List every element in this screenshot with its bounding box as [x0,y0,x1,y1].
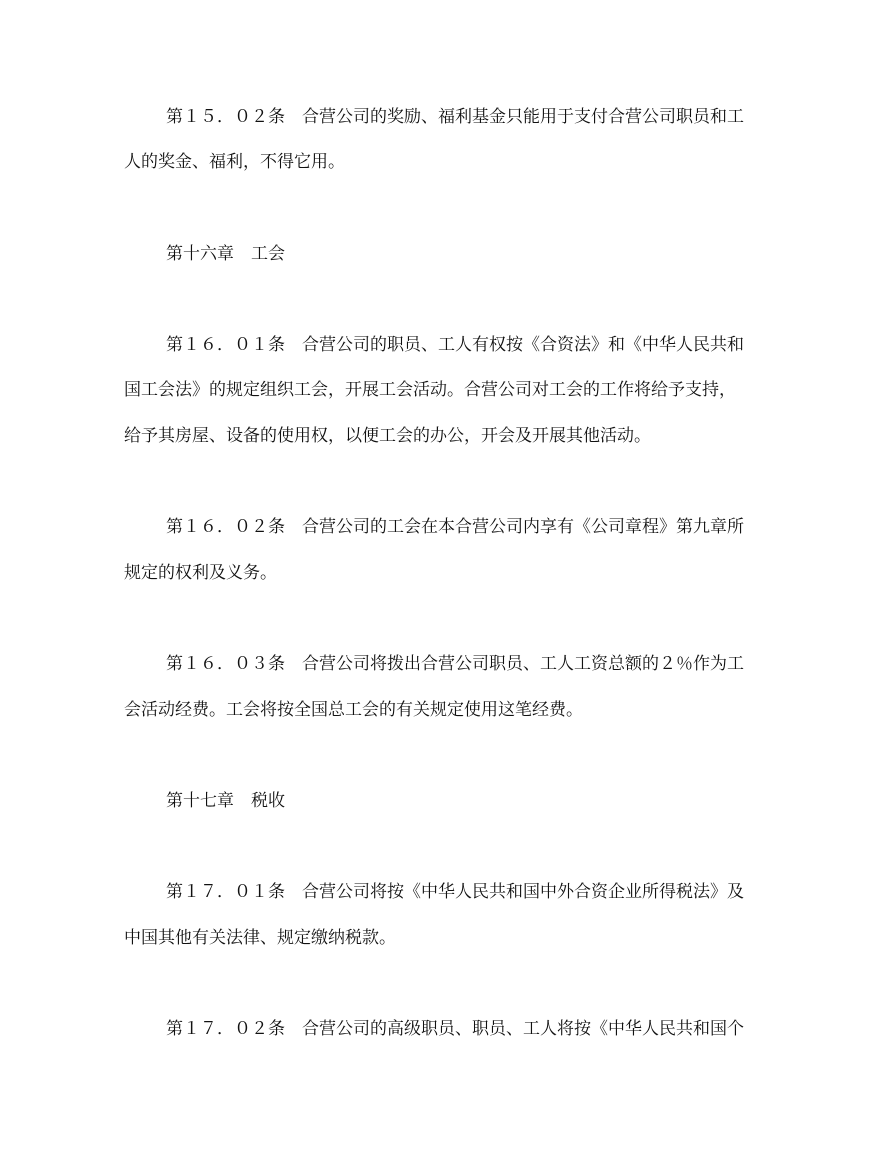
article-16-01-line-3: 给予其房屋、设备的使用权，以便工会的办公，开会及开展其他活动。 [124,426,651,446]
article-16-03-line-1: 第１６．０３条 合营公司将拨出合营公司职员、工人工资总额的２％作为工 [166,654,744,674]
article-16-02-line-2: 规定的权利及义务。 [124,563,277,583]
article-15-02-line-2: 人的奖金、福利，不得它用。 [124,152,345,172]
article-16-03-line-2: 会活动经费。工会将按全国总工会的有关规定使用这笔经费。 [124,700,583,720]
article-17-01-line-2: 中国其他有关法律、规定缴纳税款。 [124,928,396,948]
chapter-17-heading: 第十七章 税收 [166,791,285,811]
article-17-02-line-1: 第１７．０２条 合营公司的高级职员、职员、工人将按《中华人民共和国个 [166,1019,744,1039]
article-17-01-line-1: 第１７．０１条 合营公司将按《中华人民共和国中外合资企业所得税法》及 [166,882,744,902]
article-16-02-line-1: 第１６．０２条 合营公司的工会在本合营公司内享有《公司章程》第九章所 [166,517,744,537]
article-16-01-line-1: 第１６．０１条 合营公司的职员、工人有权按《合资法》和《中华人民共和 [166,335,744,355]
article-16-01-line-2: 国工会法》的规定组织工会，开展工会活动。合营公司对工会的工作将给予支持， [124,380,736,400]
chapter-16-heading: 第十六章 工会 [166,244,285,264]
article-15-02-line-1: 第１５．０２条 合营公司的奖励、福利基金只能用于支付合营公司职员和工 [166,107,744,127]
